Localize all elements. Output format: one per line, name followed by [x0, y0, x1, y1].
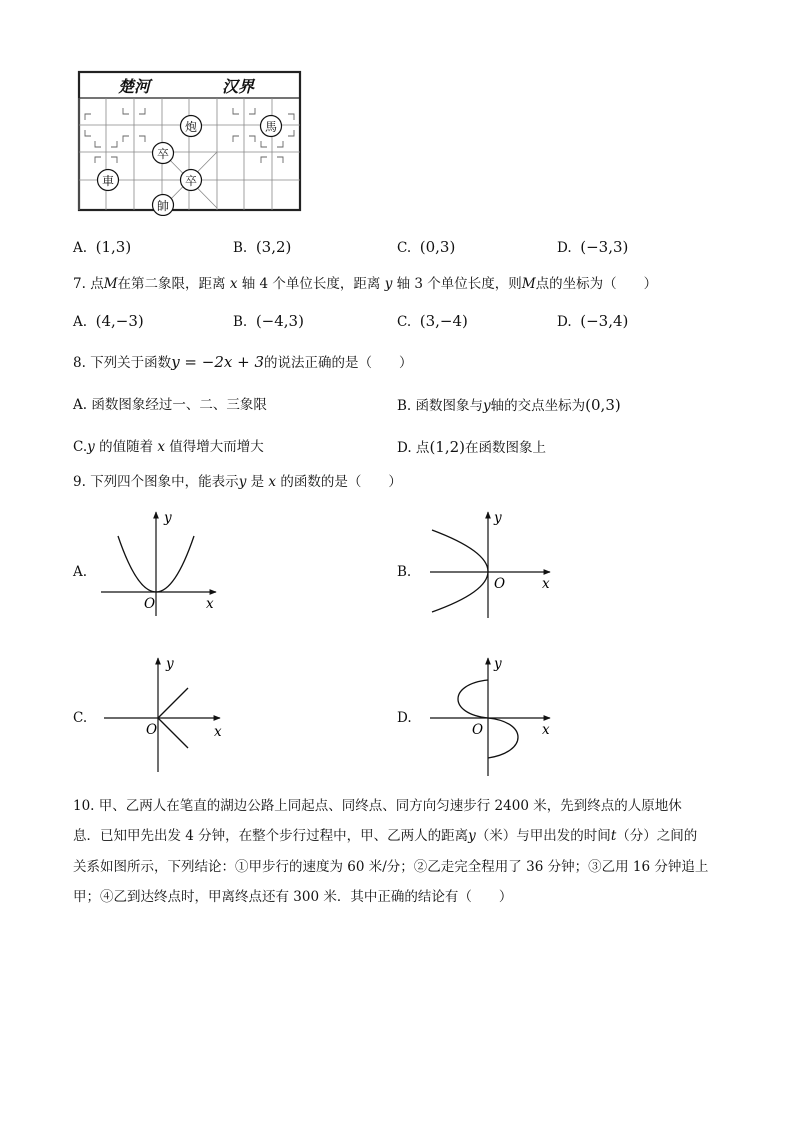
- q8-option-a[interactable]: A. 函数图象经过一、二、三象限: [73, 397, 267, 413]
- q6-option-c[interactable]: C. (0,3): [397, 238, 456, 256]
- q9-graph-b-letter[interactable]: B.: [397, 564, 412, 580]
- s-curve-lower: [488, 718, 518, 758]
- chess-piece-ju: [98, 170, 119, 191]
- chess-piece-pao: [181, 116, 202, 137]
- svg-text:x: x: [542, 722, 550, 738]
- svg-text:y: y: [166, 656, 174, 672]
- svg-text:炮: 炮: [184, 120, 198, 134]
- q7-option-b[interactable]: B. (−4,3): [233, 312, 304, 330]
- q8-option-c[interactable]: C.y 的值随着 x 值得增大而增大: [73, 439, 264, 455]
- q9-stem: 9. 下列四个图象中，能表示y 是 x 的函数的是（ ）: [73, 474, 402, 490]
- sideways-parabola-curve: [432, 530, 488, 612]
- svg-text:O: O: [494, 576, 506, 592]
- q9-graph-b[interactable]: [428, 508, 558, 620]
- q9-graph-c[interactable]: [100, 654, 230, 776]
- chess-piece-zu-1: [153, 143, 174, 164]
- q9-graph-d[interactable]: [428, 654, 558, 778]
- q7-option-a[interactable]: A. (4,−3): [73, 312, 144, 330]
- svg-text:y: y: [494, 510, 502, 526]
- q7-stem: 7. 点M在第二象限，距离 x 轴 4 个单位长度，距离 y 轴 3 个单位长度，则M点的坐标为（ ）: [73, 276, 658, 292]
- q6-option-d[interactable]: D. (−3,3): [557, 238, 629, 256]
- svg-text:O: O: [146, 722, 158, 738]
- chess-piece-ma: [261, 116, 282, 137]
- q7-option-c[interactable]: C. (3,−4): [397, 312, 468, 330]
- chess-piece-shuai: [153, 195, 174, 216]
- svg-text:車: 車: [101, 174, 115, 188]
- svg-text:O: O: [472, 722, 484, 738]
- svg-text:卒: 卒: [184, 174, 198, 188]
- q8-option-b[interactable]: B. 函数图象与y轴的交点坐标为(0,3): [397, 396, 621, 414]
- svg-text:帥: 帥: [156, 199, 170, 213]
- q6-option-a[interactable]: A. (1,3): [73, 238, 132, 256]
- q8-option-d[interactable]: D. 点(1,2)在函数图象上: [397, 438, 546, 456]
- q8-stem: 8. 下列关于函数y = −2x + 3的说法正确的是（ ）: [73, 353, 413, 371]
- s-curve-upper: [458, 680, 488, 718]
- q9-graph-a[interactable]: [96, 508, 226, 620]
- chess-piece-zu-2: [181, 170, 202, 191]
- svg-text:x: x: [206, 596, 214, 612]
- q10-line-1: 10. 甲、乙两人在笔直的湖边公路上同起点、同终点、同方向匀速步行 2400 米，先到终点的人原地休: [73, 798, 682, 814]
- svg-text:卒: 卒: [156, 147, 170, 161]
- q9-graph-d-letter[interactable]: D.: [397, 710, 412, 726]
- ray-upper: [158, 688, 188, 718]
- ray-lower: [158, 718, 188, 748]
- svg-text:y: y: [164, 510, 172, 526]
- chess-board-figure: [76, 70, 304, 216]
- svg-text:馬: 馬: [264, 120, 278, 134]
- q10-line-2: 息．已知甲先出发 4 分钟，在整个步行过程中，甲、乙两人的距离y（米）与甲出发的时间t（分）之间的: [73, 828, 698, 844]
- svg-text:O: O: [144, 596, 156, 612]
- q7-option-d[interactable]: D. (−3,4): [557, 312, 629, 330]
- svg-text:y: y: [494, 656, 502, 672]
- svg-text:x: x: [542, 576, 550, 592]
- river-left-label: 楚河: [118, 77, 151, 96]
- q6-option-b[interactable]: B. (3,2): [233, 238, 292, 256]
- river-right-label: 汉界: [222, 77, 255, 96]
- svg-text:x: x: [214, 724, 222, 740]
- q9-graph-c-letter[interactable]: C.: [73, 710, 88, 726]
- q10-line-3: 关系如图所示，下列结论：①甲步行的速度为 60 米/分；②乙走完全程用了 36 分钟；③乙用 16 分钟追上: [73, 859, 709, 875]
- q10-line-4: 甲；④乙到达终点时，甲离终点还有 300 米．其中正确的结论有（ ）: [73, 889, 513, 905]
- q9-graph-a-letter[interactable]: A.: [73, 564, 88, 580]
